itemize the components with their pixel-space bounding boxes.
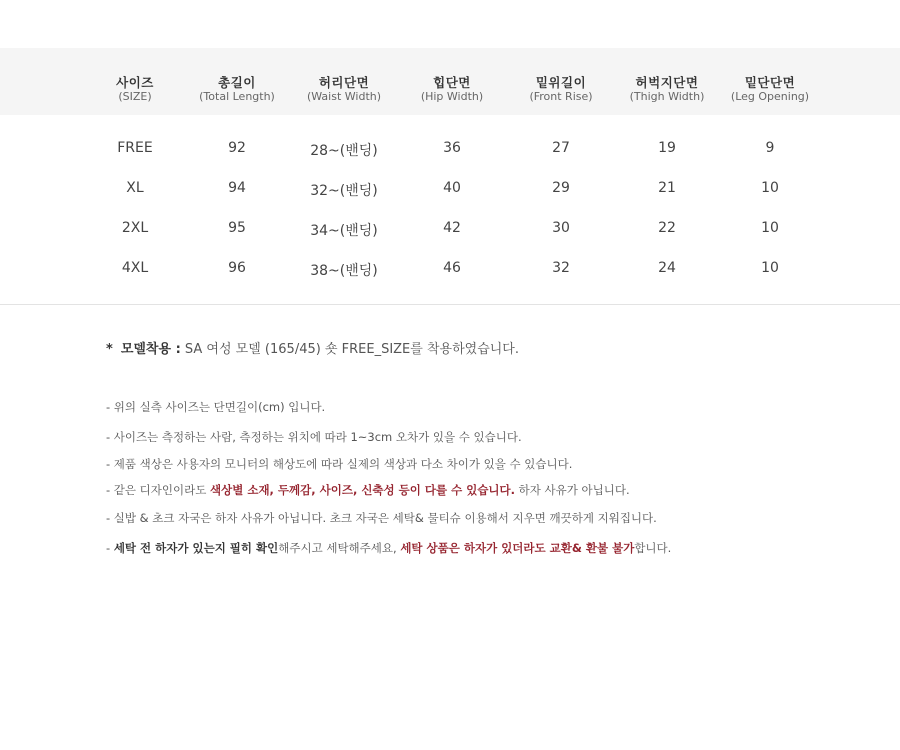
cell-waist: 28~(밴딩) xyxy=(310,143,378,159)
cell-front-rise: 32 xyxy=(552,260,570,276)
header-leg-opening-en: (Leg Opening) xyxy=(730,90,810,103)
notice-item xyxy=(106,482,630,498)
model-note-text: SA 여성 모델 (165/45) 숏 FREE_SIZE를 착용하였습니다. xyxy=(180,342,520,357)
notice-text: 해주시고 세탁해주세요, xyxy=(278,541,401,555)
cell-front-rise: 30 xyxy=(552,220,570,236)
cell-thigh: 21 xyxy=(658,180,676,196)
cell-waist: 38~(밴딩) xyxy=(310,263,378,279)
notice-item xyxy=(106,510,657,526)
notice-text: - 같은 디자인이라도 xyxy=(106,483,210,497)
header-waist-en: (Waist Width) xyxy=(306,90,382,103)
cell-thigh: 24 xyxy=(658,260,676,276)
cell-total-length: 94 xyxy=(228,180,246,196)
header-thigh-en: (Thigh Width) xyxy=(629,90,705,103)
header-hip-ko: 힙단면 xyxy=(433,75,471,90)
cell-size: FREE xyxy=(117,140,153,156)
header-hip-en: (Hip Width) xyxy=(420,90,484,103)
cell-leg-opening: 10 xyxy=(761,260,779,276)
cell-total-length: 95 xyxy=(228,220,246,236)
table-header xyxy=(0,48,900,115)
asterisk: * xyxy=(106,342,113,357)
cell-front-rise: 27 xyxy=(552,140,570,156)
notice-item xyxy=(106,399,325,415)
notice-text: 하자 사유가 아닙니다. xyxy=(515,483,630,497)
notice-text: - 실밥 & 초크 자국은 하자 사유가 아닙니다. 초크 자국은 세탁& 물티슈 이용해서 지우면 깨끗하게 지워집니다. xyxy=(106,511,657,525)
header-size-ko: 사이즈 xyxy=(116,75,154,90)
cell-waist: 32~(밴딩) xyxy=(310,183,378,199)
header-front-rise-en: (Front Rise) xyxy=(529,90,593,103)
header-waist-ko: 허리단면 xyxy=(318,75,370,90)
cell-leg-opening: 10 xyxy=(761,220,779,236)
cell-leg-opening: 9 xyxy=(765,140,775,156)
notice-item xyxy=(106,456,572,472)
header-size-en: (SIZE) xyxy=(118,90,152,103)
header-total-length-ko: 총길이 xyxy=(218,75,256,90)
notice-text: - 사이즈는 측정하는 사람, 측정하는 위치에 따라 1~3cm 오차가 있을 수 있습니다. xyxy=(106,430,522,444)
cell-leg-opening: 10 xyxy=(761,180,779,196)
header-total-length-en: (Total Length) xyxy=(199,90,275,103)
cell-size: XL xyxy=(126,180,144,196)
notice-item xyxy=(106,429,522,445)
header-front-rise-ko: 밑위길이 xyxy=(535,75,587,90)
notice-text: - 제품 색상은 사용자의 모니터의 해상도에 따라 실제의 색상과 다소 차이가 있을 수 있습니다. xyxy=(106,457,573,471)
cell-hip: 36 xyxy=(443,140,461,156)
cell-thigh: 19 xyxy=(658,140,676,156)
cell-total-length: 92 xyxy=(228,140,246,156)
notice-strong: 세탁 전 하자가 있는지 필히 확인 xyxy=(113,541,279,555)
cell-thigh: 22 xyxy=(658,220,676,236)
cell-hip: 46 xyxy=(443,260,461,276)
cell-size: 4XL xyxy=(121,260,149,276)
cell-front-rise: 29 xyxy=(552,180,570,196)
cell-hip: 42 xyxy=(443,220,461,236)
cell-size: 2XL xyxy=(121,220,149,236)
notice-emphasis: 색상별 소재, 두께감, 사이즈, 신축성 등이 다를 수 있습니다. xyxy=(210,483,516,497)
model-note-label: 모델착용 : xyxy=(120,342,181,357)
model-note xyxy=(106,338,519,357)
cell-waist: 34~(밴딩) xyxy=(310,223,378,239)
notice-item xyxy=(106,540,671,556)
header-thigh-ko: 허벅지단면 xyxy=(635,75,699,90)
header-leg-opening-ko: 밑단단면 xyxy=(744,75,796,90)
notice-emphasis: 세탁 상품은 하자가 있더라도 교환& 환불 불가 xyxy=(400,541,635,555)
notice-text: 합니다. xyxy=(634,541,672,555)
notice-text: - 위의 실측 사이즈는 단면길이(cm) 입니다. xyxy=(106,400,326,414)
cell-hip: 40 xyxy=(443,180,461,196)
cell-total-length: 96 xyxy=(228,260,246,276)
notice-text: - xyxy=(106,541,114,555)
table-divider xyxy=(0,304,900,305)
